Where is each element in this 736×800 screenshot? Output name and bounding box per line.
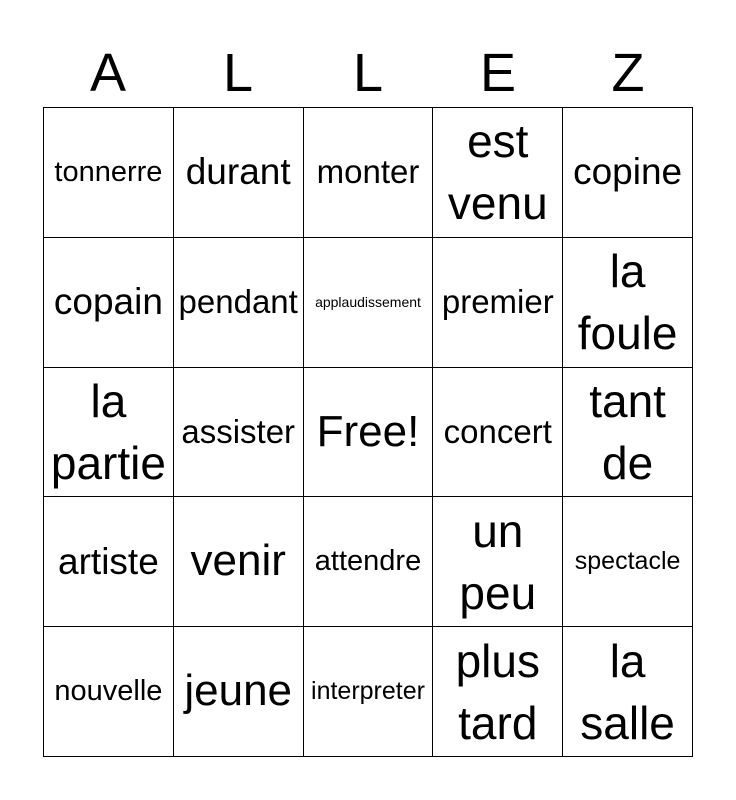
bingo-cell[interactable]: [174, 238, 304, 368]
bingo-grid: [43, 107, 693, 757]
cell-text: applaudissement: [315, 294, 421, 311]
bingo-cell[interactable]: [304, 368, 434, 498]
cell-text: nouvelle: [54, 674, 163, 707]
cell-text: plus tard: [455, 634, 540, 749]
bingo-cell[interactable]: [44, 108, 174, 238]
header-letter: L: [352, 43, 384, 103]
bingo-cell[interactable]: [304, 497, 434, 627]
bingo-cell[interactable]: [433, 108, 563, 238]
header-letter: E: [479, 43, 517, 103]
bingo-cell[interactable]: [304, 108, 434, 238]
bingo-cell[interactable]: [433, 238, 563, 368]
header-letter: L: [222, 43, 254, 103]
cell-text: artiste: [58, 540, 159, 582]
cell-text: la partie: [50, 374, 166, 489]
cell-text: spectacle: [574, 547, 681, 576]
cell-text: tant de: [589, 374, 666, 489]
bingo-cell[interactable]: [44, 627, 174, 757]
bingo-cell[interactable]: [304, 627, 434, 757]
cell-text: attendre: [314, 545, 422, 578]
cell-text: copain: [53, 280, 163, 322]
bingo-cell[interactable]: [563, 497, 693, 627]
header-letter: A: [89, 43, 127, 103]
cell-text: durant: [185, 151, 291, 193]
cell-text: concert: [443, 413, 552, 451]
bingo-cell[interactable]: [304, 238, 434, 368]
bingo-cell[interactable]: [174, 627, 304, 757]
bingo-cell[interactable]: [433, 497, 563, 627]
cell-text: un peu: [459, 504, 537, 619]
bingo-cell[interactable]: [563, 108, 693, 238]
cell-text: pendant: [178, 283, 298, 321]
cell-text: monter: [316, 153, 420, 191]
bingo-cell[interactable]: [174, 497, 304, 627]
bingo-cell[interactable]: [433, 627, 563, 757]
bingo-cell[interactable]: [433, 368, 563, 498]
cell-text: copine: [573, 151, 683, 193]
header-letter: Z: [611, 43, 645, 103]
bingo-header: [43, 40, 693, 106]
cell-text: la salle: [580, 634, 675, 749]
cell-text: Free!: [316, 406, 420, 456]
bingo-cell[interactable]: [563, 627, 693, 757]
bingo-cell[interactable]: [44, 497, 174, 627]
cell-text: tonnerre: [54, 155, 163, 188]
cell-text: interpreter: [311, 677, 425, 706]
cell-text: la foule: [577, 245, 678, 360]
bingo-cell[interactable]: [563, 368, 693, 498]
cell-text: premier: [441, 283, 554, 321]
cell-text: venir: [190, 536, 286, 586]
bingo-cell[interactable]: [174, 368, 304, 498]
cell-text: est venu: [447, 115, 548, 230]
bingo-cell[interactable]: [44, 238, 174, 368]
cell-text: assister: [181, 413, 296, 451]
bingo-cell[interactable]: [174, 108, 304, 238]
bingo-cell[interactable]: [44, 368, 174, 498]
bingo-cell[interactable]: [563, 238, 693, 368]
cell-text: jeune: [184, 666, 293, 716]
